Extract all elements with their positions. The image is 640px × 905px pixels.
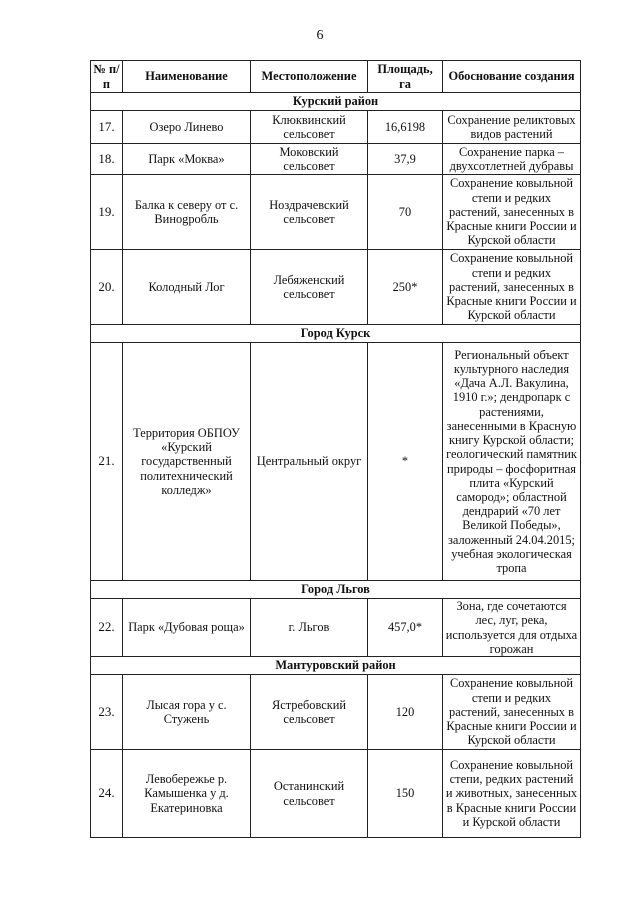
cell-area: 457,0* — [368, 599, 443, 657]
cell-basis: Сохранение парка – двухсотлетней дубравы — [443, 144, 581, 175]
cell-location: Останинский сельсовет — [251, 750, 368, 838]
cell-num: 18. — [91, 144, 123, 175]
header-name: Наименование — [123, 61, 251, 93]
page-number: 6 — [316, 28, 324, 43]
cell-basis: Региональный объект культурного наследия «Дача А.Л. Вакулина, 1910 г.»; дендропарк с растениями, занесенными в Красную книгу Курской области; геологический памятник природы – фосфоритная плита «Курский самород»; областной дендрарий «70 лет Великой Победы», заложенный 24.04.2015; учебная экологическая тропа — [443, 343, 581, 581]
cell-location: Ноздрачевский сельсовет — [251, 175, 368, 250]
table-row — [91, 111, 581, 144]
table-row — [91, 750, 581, 838]
cell-location: Моковский сельсовет — [251, 144, 368, 175]
cell-location: г. Льгов — [251, 599, 368, 657]
header-area: Площадь, га — [368, 61, 443, 93]
cell-area: 250* — [368, 250, 443, 325]
cell-num: 22. — [91, 599, 123, 657]
section-row — [91, 93, 581, 111]
table-row — [91, 599, 581, 657]
section-title: Город Льгов — [91, 581, 581, 599]
section-row — [91, 581, 581, 599]
cell-location: Ястребовский сельсовет — [251, 675, 368, 750]
cell-area: 37,9 — [368, 144, 443, 175]
cell-name: Балка к северу от с. Винogробль — [123, 175, 251, 250]
cell-name: Парк «Дубовая роща» — [123, 599, 251, 657]
cell-area: 150 — [368, 750, 443, 838]
cell-area: 120 — [368, 675, 443, 750]
cell-area: 16,6198 — [368, 111, 443, 144]
table-row — [91, 675, 581, 750]
cell-area: 70 — [368, 175, 443, 250]
cell-location: Клюквинский сельсовет — [251, 111, 368, 144]
cell-num: 20. — [91, 250, 123, 325]
cell-basis: Сохранение реликтовых видов растений — [443, 111, 581, 144]
cell-name: Лысая гора у с. Стужень — [123, 675, 251, 750]
cell-name: Территория ОБПОУ «Курский государственный политехнический колледж» — [123, 343, 251, 581]
cell-num: 21. — [91, 343, 123, 581]
cell-basis: Сохранение ковыльной степи и редких растений, занесенных в Красные книги России и Курской области — [443, 175, 581, 250]
cell-name: Озеро Линево — [123, 111, 251, 144]
reserves-table — [90, 60, 581, 838]
cell-name: Левобережье р. Камышенка у д. Екатериновка — [123, 750, 251, 838]
section-title: Мантуровский район — [91, 657, 581, 675]
cell-basis: Сохранение ковыльной степи, редких растений и животных, занесенных в Красные книги России и Курской области — [443, 750, 581, 838]
cell-location: Центральный округ — [251, 343, 368, 581]
table-row — [91, 175, 581, 250]
section-title: Город Курск — [91, 325, 581, 343]
section-row — [91, 657, 581, 675]
cell-basis: Сохранение ковыльной степи и редких растений, занесенных в Красные книги России и Курской области — [443, 250, 581, 325]
table-row — [91, 343, 581, 581]
table-row — [91, 250, 581, 325]
cell-name: Парк «Моква» — [123, 144, 251, 175]
header-basis: Обоснование создания — [443, 61, 581, 93]
section-title: Курский район — [91, 93, 581, 111]
cell-num: 19. — [91, 175, 123, 250]
table-header-row — [91, 61, 581, 93]
cell-num: 24. — [91, 750, 123, 838]
table-row — [91, 144, 581, 175]
cell-num: 23. — [91, 675, 123, 750]
cell-num: 17. — [91, 111, 123, 144]
header-location: Местоположение — [251, 61, 368, 93]
section-row — [91, 325, 581, 343]
cell-basis: Сохранение ковыльной степи и редких растений, занесенных в Красные книги России и Курской области — [443, 675, 581, 750]
header-num: № п/п — [91, 61, 123, 93]
cell-basis: Зона, где сочетаются лес, луг, река, используется для отдыха горожан — [443, 599, 581, 657]
cell-area: * — [368, 343, 443, 581]
cell-location: Лебяженский сельсовет — [251, 250, 368, 325]
cell-name: Колодный Лог — [123, 250, 251, 325]
